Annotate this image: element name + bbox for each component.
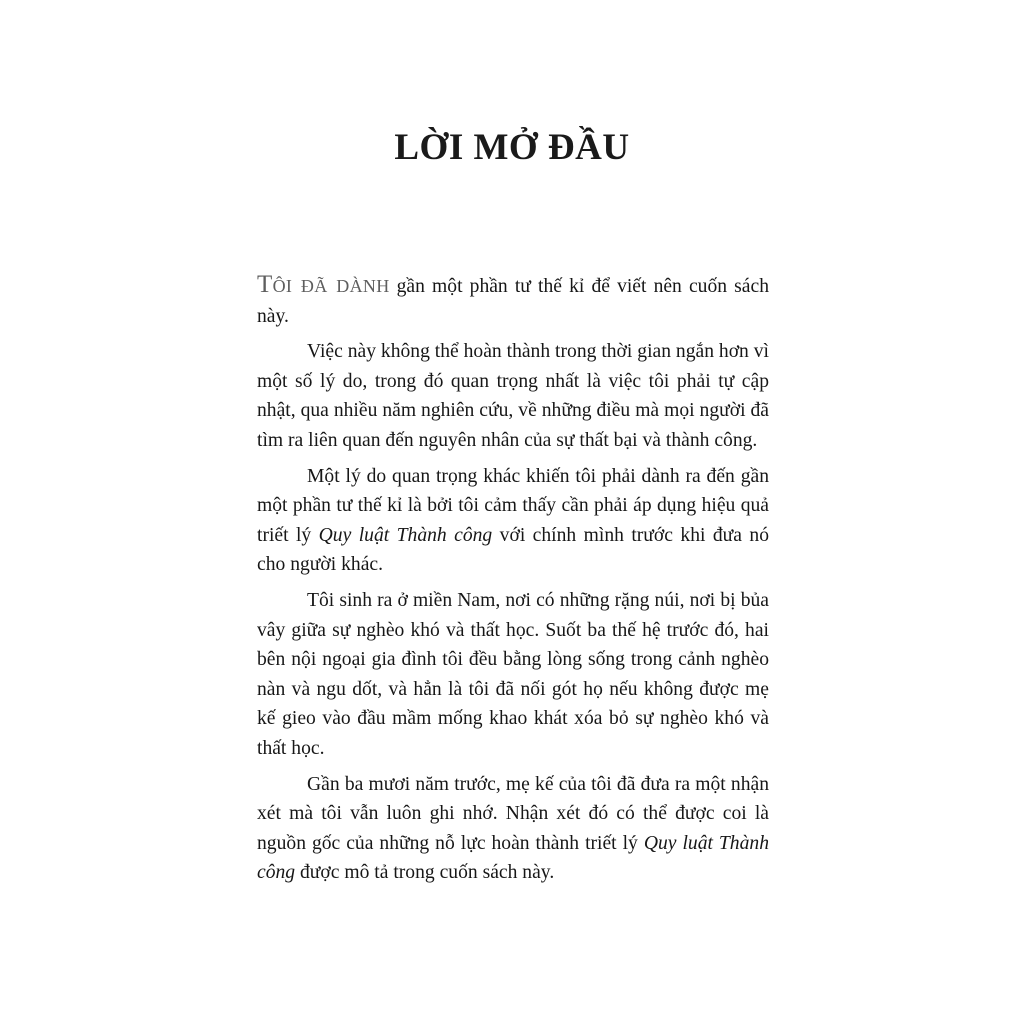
book-title-italic: Quy luật Thành công <box>318 524 493 546</box>
paragraph-5 <box>257 770 769 888</box>
paragraph-4 <box>257 586 769 764</box>
paragraph-text: Tôi sinh ra ở miền Nam, nơi có những rặng núi, nơi bị bủa vây giữa sự nghèo khó và thất học. Suốt ba thế hệ trước đó, hai bên nội ngoại gia đình tôi đều bằng lòng sống trong cảnh nghèo nàn và ngu dốt, và hẳn là tôi đã nối gót họ nếu không được mẹ kế gieo vào đầu mầm mống khao khát xóa bỏ sự nghèo khó và thất học. <box>257 589 769 759</box>
paragraph-2 <box>257 337 769 455</box>
paragraph-text: được mô tả trong cuốn sách này. <box>295 862 555 884</box>
book-title-italic: Quy luật Thành công <box>257 832 769 884</box>
paragraph-text: gần một phần tư thế kỉ để viết nên cuốn sách này. <box>257 276 769 327</box>
chapter-body <box>257 270 769 894</box>
paragraph-text: Việc này không thể hoàn thành trong thời gian ngắn hơn vì một số lý do, trong đó quan trọng nhất là việc tôi phải tự cập nhật, qua nhiều năm nghiên cứu, về những điều mà mọi người đã tìm ra liên quan đến nguyên nhân của sự thất bại và thành công. <box>257 341 769 451</box>
paragraph-text: Gần ba mươi năm trước, mẹ kế của tôi đã đưa ra một nhận xét mà tôi vẫn luôn ghi nhớ. Nhận xét đó có thể được coi là nguồn gốc của những nỗ lực hoàn thành triết lý <box>257 773 769 854</box>
paragraph-3 <box>257 462 769 580</box>
chapter-title: LỜI MỞ ĐẦU <box>394 127 630 168</box>
paragraph-text: với chính mình trước khi đưa nó cho người khác. <box>257 524 770 576</box>
paragraph-text: Một lý do quan trọng khác khiến tôi phải dành ra đến gần một phần tư thế kỉ là bởi tôi cảm thấy cần phải áp dụng hiệu quả triết lý <box>257 465 769 546</box>
paragraph-1 <box>257 270 769 331</box>
lead-in-small-caps: Tôi đã dành <box>257 271 390 298</box>
